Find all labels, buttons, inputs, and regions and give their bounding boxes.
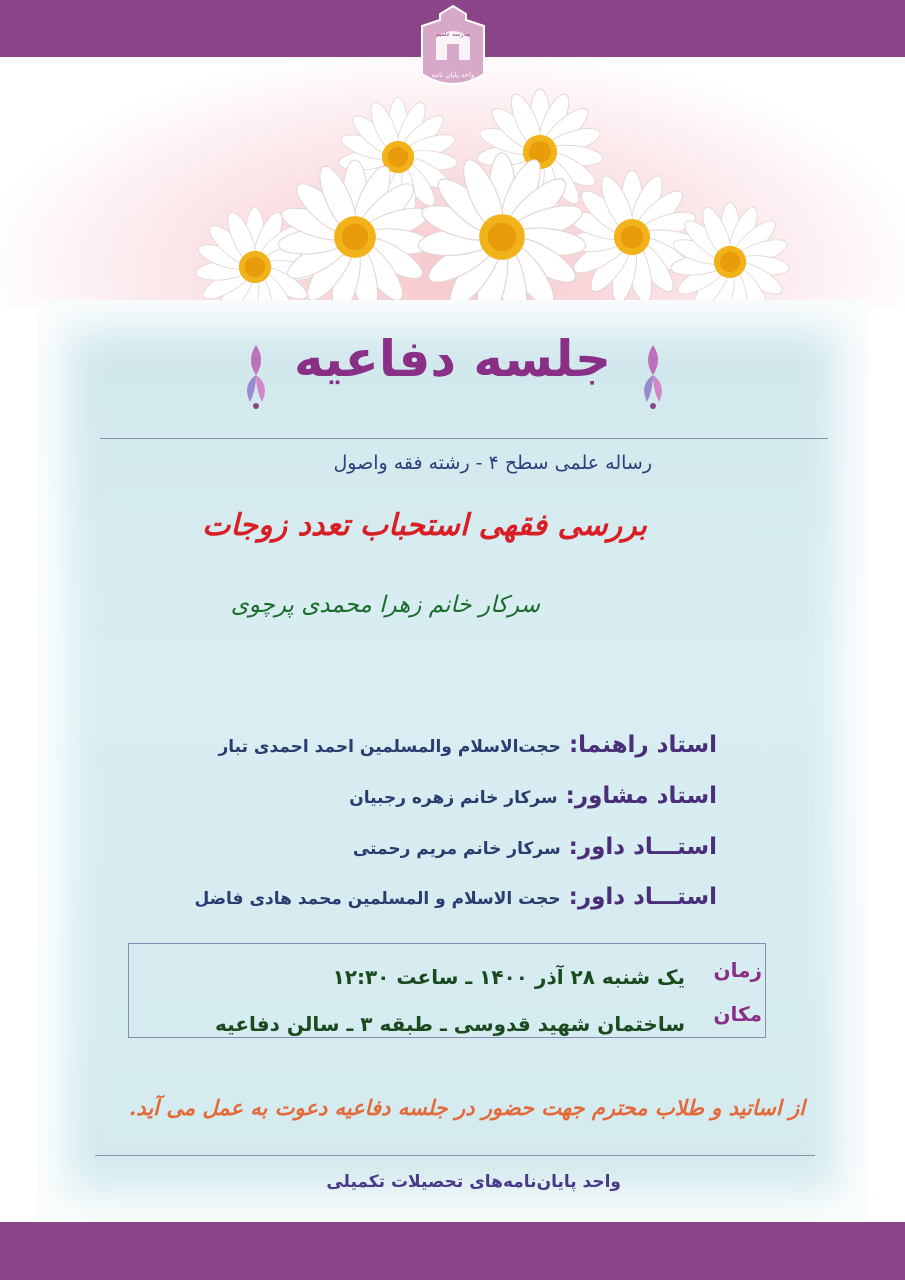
bottom-band	[0, 1222, 905, 1280]
logo-text: مدرسه علمیه	[436, 31, 470, 38]
committee-row	[218, 732, 717, 758]
committee-row	[194, 884, 717, 910]
school-logo	[416, 4, 490, 94]
committee-label: استاد راهنما:	[568, 732, 717, 758]
logo-subtext: واحد پایان نامه	[431, 71, 475, 79]
committee-row	[349, 783, 717, 809]
committee-label: استـــاد داور:	[568, 884, 717, 910]
invitation-text: از اساتید و طلاب محترم جهت حضور در جلسه دفاعیه دعوت به عمل می آید.	[129, 1095, 805, 1120]
daisy-flowers-image	[0, 57, 905, 307]
thesis-title: بررسی فقهی استحباب تعدد زوجات	[202, 508, 647, 543]
page-title: جلسه دفاعیه	[293, 330, 612, 388]
footer-divider	[95, 1155, 815, 1156]
title-divider	[100, 438, 828, 439]
committee-row	[353, 834, 717, 860]
time-value: یک شنبه ۲۸ آذر ۱۴۰۰ ـ ساعت ۱۲:۳۰	[332, 965, 685, 989]
presenter-name: سرکار خانم زهرا محمدی پرچوی	[230, 592, 540, 618]
place-value: ساختمان شهید قدوسی ـ طبقه ۳ ـ سالن دفاعیه	[215, 1012, 685, 1036]
committee-value: سرکار خانم زهره رجبیان	[349, 788, 558, 808]
committee-label: استـــاد داور:	[568, 834, 717, 860]
flower-banner	[0, 57, 905, 307]
committee-value: حجت‌الاسلام والمسلمین احمد احمدی تبار	[218, 737, 561, 757]
committee-label: استاد مشاور:	[565, 783, 717, 809]
committee-value: حجت الاسلام و المسلمین محمد هادی فاضل	[194, 889, 561, 909]
footer-unit-name: واحد پایان‌نامه‌های تحصیلات تکمیلی	[326, 1172, 621, 1192]
place-label: مکان	[713, 1002, 762, 1026]
thesis-level-subtitle: رساله علمی سطح ۴ - رشته فقه واصول	[333, 452, 652, 474]
committee-value: سرکار خانم مریم رحمتی	[352, 839, 561, 859]
time-label: زمان	[713, 958, 762, 982]
